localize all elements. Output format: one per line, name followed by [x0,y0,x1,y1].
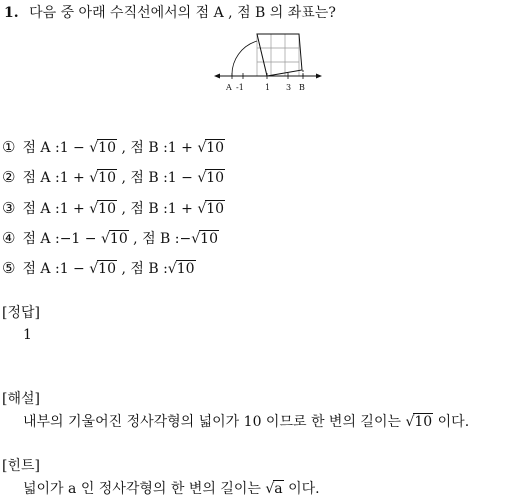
answer-label: [정답] [2,305,40,321]
option-marker: ① [2,138,16,156]
tilted-square [257,34,302,76]
option-5[interactable] [2,258,196,278]
sqrt-expression: √10 [167,261,195,277]
option-4[interactable] [2,228,219,248]
option-1[interactable] [2,137,225,157]
question-prompt: 다음 중 아래 수직선에서의 점 A , 점 B 의 좌표는? [29,5,336,21]
question-number: 1. [4,5,19,21]
option-text: , 점 B :1 + [117,140,198,156]
tick-label-minus1: -1 [236,83,244,92]
sqrt-expression: √10 [197,140,225,156]
option-2[interactable] [2,167,225,187]
sqrt-expression: √10 [89,170,116,186]
option-text: 점 A :1 + [22,170,90,186]
axis-arrow-right [316,74,322,79]
explanation-text: 내부의 기울어진 정사각형의 넓이가 10 이므로 한 변의 길이는 √10 이다. [23,414,470,430]
option-text: 점 A :−1 − [22,231,101,247]
sqrt-expression: √10 [89,261,116,277]
answer-value: 1 [23,327,32,343]
grid [257,34,299,76]
question-line [4,2,336,22]
option-marker: ② [2,168,16,186]
sqrt-expression: √10 [100,231,128,247]
option-marker: ③ [2,199,16,217]
option-marker: ④ [2,229,16,247]
option-3[interactable] [2,198,225,218]
option-text: 점 A :1 − [22,140,90,156]
option-text: , 점 B :1 + [117,201,198,217]
hint-text: 넓이가 a 인 정사각형의 한 변의 길이는 √a 이다. [23,481,320,497]
sqrt-expression: √10 [405,414,433,430]
sqrt-expression: √10 [89,140,116,156]
sqrt-expression: √10 [197,201,225,217]
option-text: , 점 B :1 − [117,170,198,186]
axis-arrow-left [214,74,220,79]
arc-left [232,41,257,76]
sqrt-expression: √10 [89,201,116,217]
option-text: 점 A :1 + [22,201,90,217]
hint-label: [힌트] [2,458,40,474]
option-text: 점 A :1 − [22,261,90,277]
sqrt-expression: √10 [197,170,225,186]
option-text: , 점 B :− [128,231,192,247]
tick-label-3: 3 [286,83,292,92]
tick-label-1: 1 [265,83,271,92]
sqrt-expression: √a [265,481,283,497]
explanation-label: [해설] [2,391,40,407]
tick-label-a: A [226,83,232,92]
option-marker: ⑤ [2,259,16,277]
number-line-figure [212,28,324,94]
sqrt-expression: √10 [191,231,218,247]
option-text: , 점 B : [117,261,168,277]
tick-label-b: B [299,83,305,92]
